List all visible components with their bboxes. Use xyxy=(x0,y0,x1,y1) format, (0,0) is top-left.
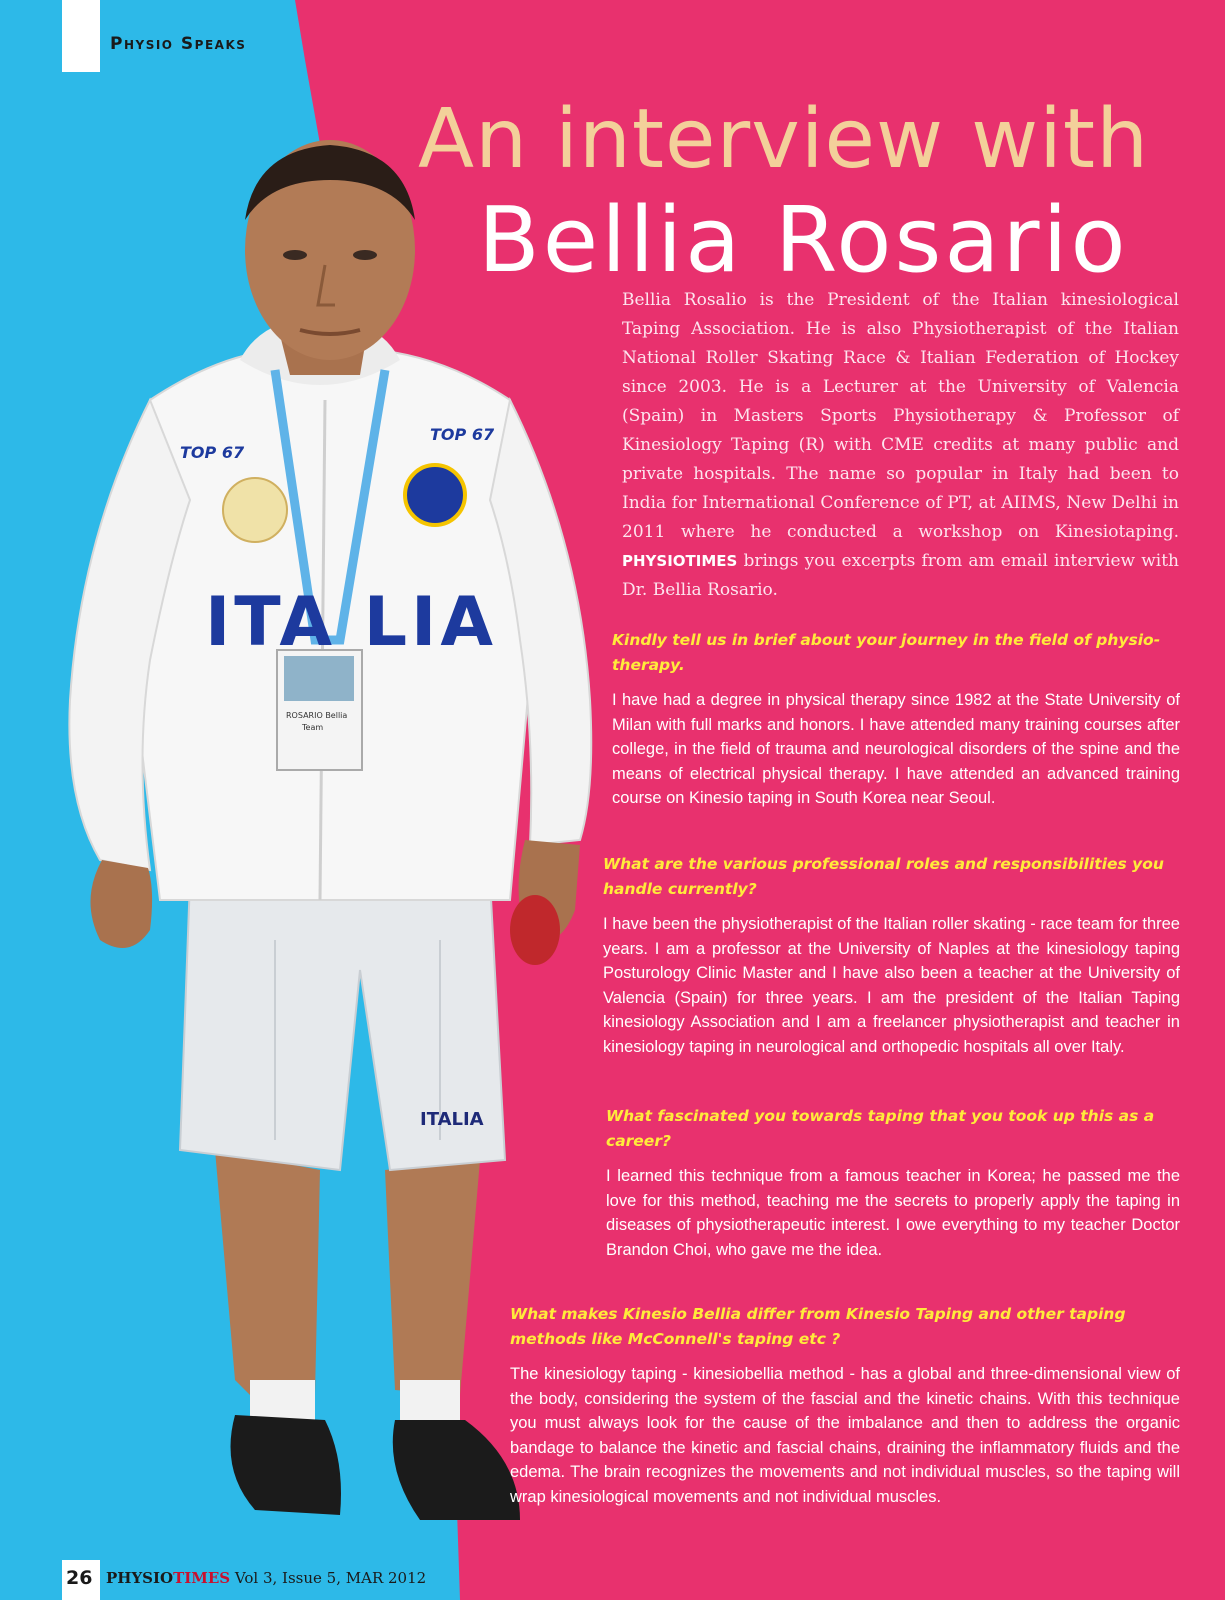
intro-brand: PHYSIOTIMES xyxy=(622,552,738,570)
section-label: Physio Speaks xyxy=(110,34,247,54)
qa-block-4 xyxy=(510,1302,1180,1509)
question-3: What fascinated you towards taping that you took up this as a career? xyxy=(606,1107,1155,1150)
badge-role: Team xyxy=(302,723,324,732)
footer-issue: Vol 3, Issue 5, MAR 2012 xyxy=(234,1569,427,1587)
title-line-2: Bellia Rosario xyxy=(478,188,1129,293)
page-number: 26 xyxy=(66,1567,93,1589)
qa-block-1 xyxy=(612,628,1180,811)
qa-block-3 xyxy=(606,1104,1180,1262)
footer-citation xyxy=(106,1569,426,1587)
answer-3: I learned this technique from a famous teacher in Korea; he passed me the love for this method, teaching me the secrets to properly apply the taping in diseases of physiotherapeutic interest. I owe everything to my teacher Doctor Brandon Choi, who gave me the idea. xyxy=(606,1167,1180,1259)
title-line-1: An interview with xyxy=(418,92,1150,187)
question-2: What are the various professional roles and responsibilities you handle currently? xyxy=(603,855,1164,898)
page-footer xyxy=(62,1560,462,1600)
answer-1: I have had a degree in physical therapy since 1982 at the State University of Milan with full marks and honors. I have attended many training courses after college, in the field of trauma and neurological disorders of the spine and the means of electrical physical therapy. I have attended an advanced training course on Kinesio taping in South Korea near Seoul. xyxy=(612,691,1180,807)
answer-4: The kinesiology taping - kinesiobellia method - has a global and three-dimensional view of the body, considering the system of the fascial and the kinetic chains. With this technique you must always look for the cause of the imbalance and then to address the organic bandage to balance the kinetic and fascial chains, draining the inflammatory fluids and the edema. The brain recognizes the movements and not individual muscles, so the taping will wrap kinesiological movements and not individual muscles. xyxy=(510,1365,1180,1506)
footer-brand-times: TIMES xyxy=(173,1569,231,1587)
question-4: What makes Kinesio Bellia differ from Kinesio Taping and other taping methods like McConnell's taping etc ? xyxy=(510,1305,1126,1348)
footer-brand-physio: PHYSIO xyxy=(106,1569,174,1587)
jacket-brand-right: TOP 67 xyxy=(430,425,495,444)
badge-name: ROSARIO Bellia xyxy=(286,711,348,720)
question-1: Kindly tell us in brief about your journey in the field of physio-therapy. xyxy=(612,631,1161,674)
jacket-brand-left: TOP 67 xyxy=(180,443,245,462)
qa-block-2 xyxy=(603,852,1180,1059)
jacket-chest-text: ITA LIA xyxy=(205,583,497,662)
intro-paragraph xyxy=(622,286,1179,605)
answer-2: I have been the physiotherapist of the Italian roller skating - race team for three years. I am a professor at the University of Naples at the kinesiology taping Posturology Clinic Master and I have also been a teacher at the University of Valencia (Spain) for three years. I am the president of the Italian Taping kinesiology Association and I am a freelancer physiotherapist and teacher in kinesiology taping in neurological and orthopedic hospitals all over Italy. xyxy=(603,915,1180,1056)
intro-text: Bellia Rosalio is the President of the Italian kinesiological Taping Association. He is also Physiotherapist of the Italian National Roller Skating Race & Italian Federation of Hockey since 2003. He is a Lecturer at the University of Valencia (Spain) in Masters Sports Physiotherapy & Professor of Kinesiology Taping (R) with CME credits at many public and private hospitals. The name so popular in Italy had been to India for International Conference of PT, at AIIMS, New Delhi in 2011 where he conducted a workshop on Kinesiotaping. xyxy=(622,290,1179,542)
intro-tail: brings you excerpts from am email interview with Dr. Bellia Rosario. xyxy=(622,551,1179,600)
header-tab xyxy=(62,0,100,72)
shorts-text: ITALIA xyxy=(420,1109,484,1130)
